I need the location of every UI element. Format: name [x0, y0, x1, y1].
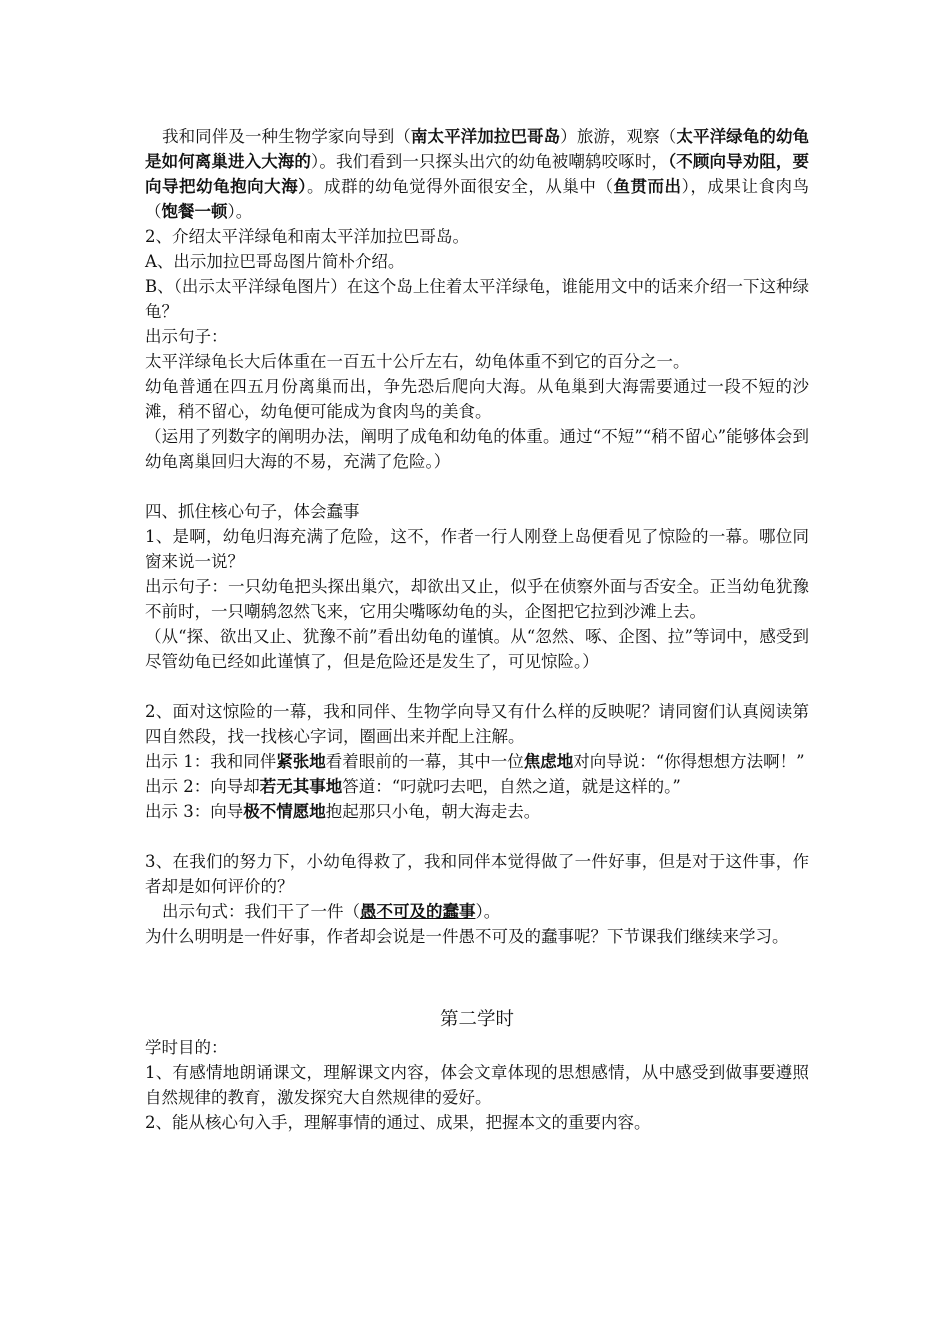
text: ）。	[475, 902, 501, 921]
spacer	[145, 474, 809, 499]
spacer	[145, 949, 809, 999]
show-3	[145, 799, 809, 824]
text: ）。我们看到一只探头出穴的幼龟被嘲鸫咬啄时，	[311, 152, 668, 171]
bold-text: 鱼贯而出	[613, 177, 682, 196]
text: 出示 1：我和同伴	[145, 752, 277, 771]
line-weight: 太平洋绿龟长大后体重在一百五十公斤左右，幼龟体重不到它的百分之一。	[145, 352, 690, 371]
section-4-item-2: 2、面对这惊险的一幕，我和同伴、生物学向导又有什么样的反映呢？请同窗们认真阅读第四自然段，找一找核心字词，圈画出来并配上注解。	[145, 702, 809, 746]
note-1: （运用了列数字的阐明办法，阐明了成龟和幼龟的体重。通过“不短”“稍不留心”能够体会到幼龟离巢回归大海的不易，充满了危险。）	[145, 427, 809, 471]
bold-text: （不顾向导劝阻，要向导把幼龟抱向大海）	[145, 152, 810, 196]
line-show-sentence: 出示句子：	[145, 327, 228, 346]
text: 出示句式：我们干了一件（	[162, 902, 360, 921]
section-4-item-3: 3、在我们的努力下，小幼龟得救了，我和同伴本觉得做了一件好事，但是对于这件事，作者却是如何评价的？	[145, 852, 809, 896]
bold-text: 若无其事地	[259, 777, 343, 796]
goal-2: 2、能从核心句入手，理解事情的通过、成果，把握本文的重要内容。	[145, 1113, 651, 1132]
section-4-heading: 四、抓住核心句子，体会蠢事	[145, 502, 360, 521]
text: 看着眼前的一幕，其中一位	[325, 752, 524, 771]
section-4-note: （从“探、欲出又止、犹豫不前”看出幼龟的谨慎。从“忽然、啄、企图、拉”等词中，感受到尽管幼龟已经如此谨慎了，但是危险还是发生了，可见惊险。）	[145, 627, 809, 671]
bold-text: 饱餐一顿	[161, 202, 228, 221]
text: 出示 3：向导	[145, 802, 244, 821]
line-b: B、（出示太平洋绿龟图片）在这个岛上住着太平洋绿龟，谁能用文中的话来介绍一下这种绿龟？	[145, 277, 809, 321]
goals-label: 学时目的：	[145, 1038, 228, 1057]
text: 。成群的幼龟觉得外面很安全，从巢中（	[307, 177, 614, 196]
section-4-show-sentence: 出示句子：一只幼龟把头探出巢穴，却欲出又止，似乎在侦察外面与否安全。正当幼龟犹豫不前时，一只嘲鸫忽然飞来，它用尖嘴啄幼龟的头，企图把它拉到沙滩上去。	[145, 577, 809, 621]
why-question: 为什么明明是一件好事，作者却会说是一件愚不可及的蠢事呢？下节课我们继续来学习。	[145, 927, 789, 946]
spacer	[145, 824, 809, 849]
show-1	[145, 749, 809, 774]
sentence-pattern	[145, 899, 809, 924]
text: 出示 2：向导却	[145, 777, 260, 796]
text: ）。	[227, 202, 253, 221]
bold-text: 南太平洋加拉巴哥岛	[410, 127, 561, 146]
text: 答道：“叼就叼去吧，自然之道，就是这样的。”	[342, 777, 681, 796]
text: 对向导说：“你得想想方法啊！”	[573, 752, 805, 771]
line-leave-nest: 幼龟普通在四五月份离巢而出，争先恐后爬向大海。从龟巢到大海需要通过一段不短的沙滩，稍不留心，幼龟便可能成为食肉鸟的美食。	[145, 377, 809, 421]
lesson-2-title: 第二学时	[439, 1009, 514, 1030]
spacer	[145, 674, 809, 699]
bold-text: 紧张地	[276, 752, 326, 771]
bold-text: 太平洋绿龟的幼龟是如何离巢进入大海的	[145, 127, 810, 171]
text: ）旅游，观察（	[560, 127, 677, 146]
document-page	[145, 124, 809, 1135]
paragraph-intro	[145, 124, 809, 224]
show-2	[145, 774, 809, 799]
section-4-item-1: 1、是啊，幼龟归海充满了危险，这不，作者一行人刚登上岛便看见了惊险的一幕。哪位同窗来说一说？	[145, 527, 809, 571]
text: ），成果让食肉鸟（	[145, 177, 810, 221]
goal-1: 1、有感情地朗诵课文，理解课文内容，体会文章体现的思想感情，从中感受到做事要遵照自然规律的教育，激发探究大自然规律的爱好。	[145, 1063, 809, 1107]
bold-text: 极不情愿地	[243, 802, 326, 821]
line-a: A、出示加拉巴哥岛图片简朴介绍。	[145, 252, 405, 271]
text: 我和同伴及一种生物学家向导到（	[162, 127, 411, 146]
bold-text: 焦虑地	[523, 752, 574, 771]
line-intro-2: 2、介绍太平洋绿龟和南太平洋加拉巴哥岛。	[145, 227, 469, 246]
underlined-answer: 愚不可及的蠢事	[360, 902, 476, 921]
text: 抱起那只小龟，朝大海走去。	[325, 802, 541, 821]
